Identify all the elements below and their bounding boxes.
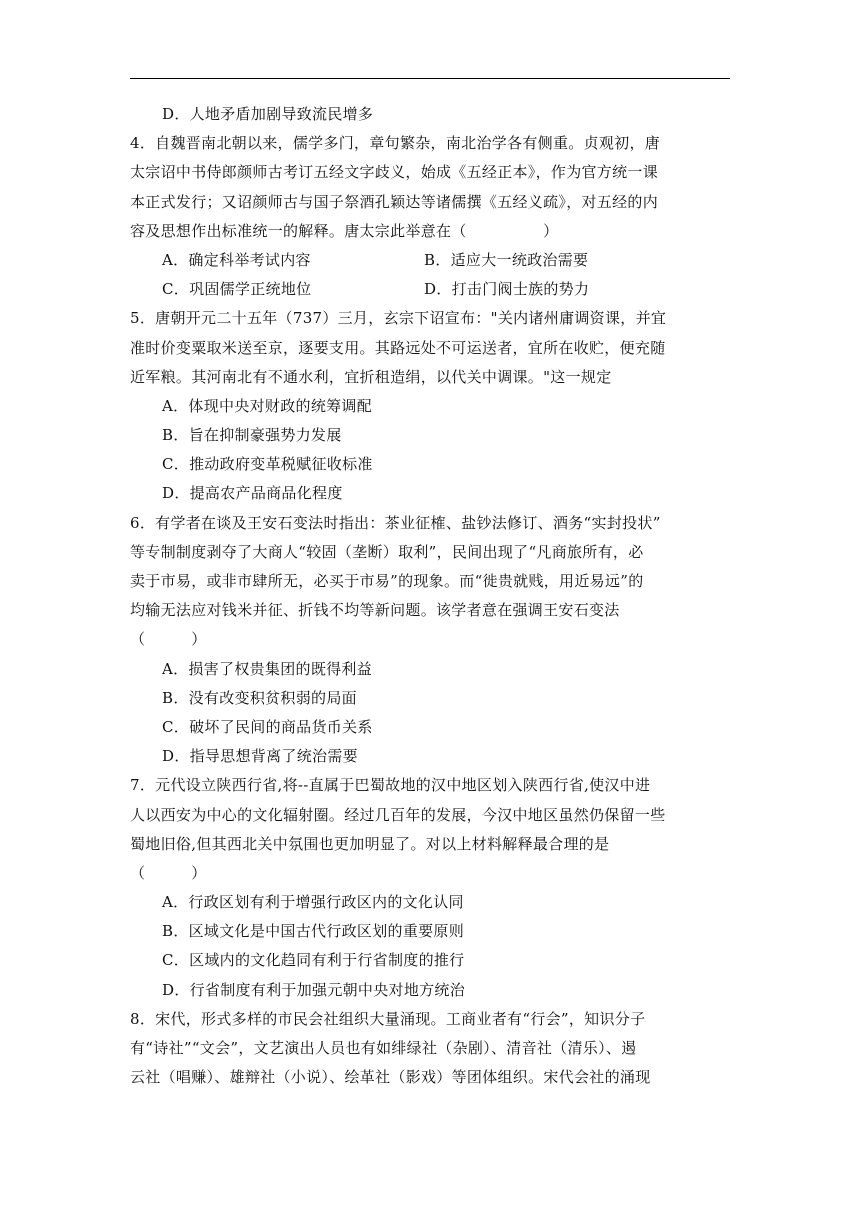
question-body [130,100,730,1092]
q4-stem-line-1: 4．自魏晋南北朝以来，儒学多门，章句繁杂，南北治学各有侧重。贞观初，唐 [130,134,661,153]
q8-stem-line-3: 云社（唱赚）、雄辩社（小说）、绘革社（影戏）等团体组织。宋代会社的涌现 [130,1068,651,1087]
q7-option-c: C．区域内的文化趋同有利于行省制度的推行 [162,951,465,970]
q7-option-b: B．区域文化是中国古代行政区划的重要原则 [162,922,465,941]
q6-option-b: B．没有改变积贫积弱的局面 [162,688,357,707]
q8-stem-line-2: 有“诗社”“文会”，文艺演出人员也有如绯绿社（杂剧）、清音社（清乐）、遏 [130,1039,637,1057]
q7-answer-blank: （ ） [130,863,207,882]
q7-option-d: D．行省制度有利于加强元朝中央对地方统治 [162,980,466,999]
q6-option-a: A．损害了权贵集团的既得利益 [162,659,373,678]
header-rule [130,78,730,79]
q5-option-c: C．推动政府变革税赋征收标准 [162,455,373,474]
q6-option-c: C．破坏了民间的商品货币关系 [162,717,373,736]
q4-stem-line-4: 容及思想作出标准统一的解释。唐太宗此举意在（ ） [130,221,559,240]
q4-option-c: C．巩固儒学正统地位 [162,280,312,299]
q4-option-d: D．打击门阀士族的势力 [424,280,590,299]
q6-stem-line-1: 6．有学者在谈及王安石变法时指出：茶业征榷、盐钞法修订、酒务“实封投状” [130,513,661,532]
q6-stem-line-3: 卖于市易，或非市肆所无，必买于市易”的现象。而“徙贵就贱，用近易远”的 [130,572,644,590]
q6-stem-line-4: 均输无法应对钱米并征、折钱不均等新问题。该学者意在强调王安石变法 [130,601,620,620]
q4-options-row-2 [130,275,730,304]
q4-stem-line-3: 本正式发行；又诏颜师古与国子祭酒孔颖达等诸儒撰《五经义疏》，对五经的内 [130,192,659,211]
q4-option-b: B．适应大一统政治需要 [424,250,589,269]
q5-option-a: A．体现中央对财政的统筹调配 [162,396,373,415]
q6-answer-blank: （ ） [130,630,207,649]
q5-stem-line-2: 准时价变粟取米送至京，逐要支用。其路远处不可运送者，宜所在收贮，便充随 [130,338,666,357]
q7-stem-line-3: 蜀地旧俗,但其西北关中氛围也更加明显了。对以上材料解释最合理的是 [130,834,610,853]
q6-stem-line-2: 等专制制度剥夺了大商人“较固（垄断）取利”，民间出现了“凡商旅所有，必 [130,542,644,561]
q6-option-d: D．指导思想背离了统治需要 [162,747,358,766]
q7-option-a: A．行政区划有利于增强行政区内的文化认同 [162,893,464,912]
q5-option-b: B．旨在抑制豪强势力发展 [162,426,342,445]
q4-option-a: A．确定科举考试内容 [162,250,311,269]
q5-stem-line-3: 近军粮。其河南北有不通水利，宜折租造绢，以代关中调课。"这一规定 [130,367,612,386]
q7-stem-line-2: 人以西安为中心的文化辐射圈。经过几百年的发展，今汉中地区虽然仍保留一些 [130,805,666,824]
q5-option-d: D．提高农产品商品化程度 [162,484,343,503]
q4-options-row-1 [130,246,730,275]
q8-stem-line-1: 8．宋代，形式多样的市民会社组织大量涌现。工商业者有“行会”，知识分子 [130,1009,646,1028]
q5-stem-line-1: 5．唐朝开元二十五年（737）三月，玄宗下诏宣布："关内诸州庸调资课，并宜 [130,309,667,328]
q7-stem-line-1: 7．元代设立陕西行省,将-‐直属于巴蜀故地的汉中地区划入陕西行省,使汉中进 [130,776,651,795]
q3-option-d: D．人地矛盾加剧导致流民增多 [162,105,374,123]
q4-stem-line-2: 太宗诏中书侍郎颜师古考订五经文字歧义，始成《五经正本》，作为官方统一课 [130,163,659,182]
